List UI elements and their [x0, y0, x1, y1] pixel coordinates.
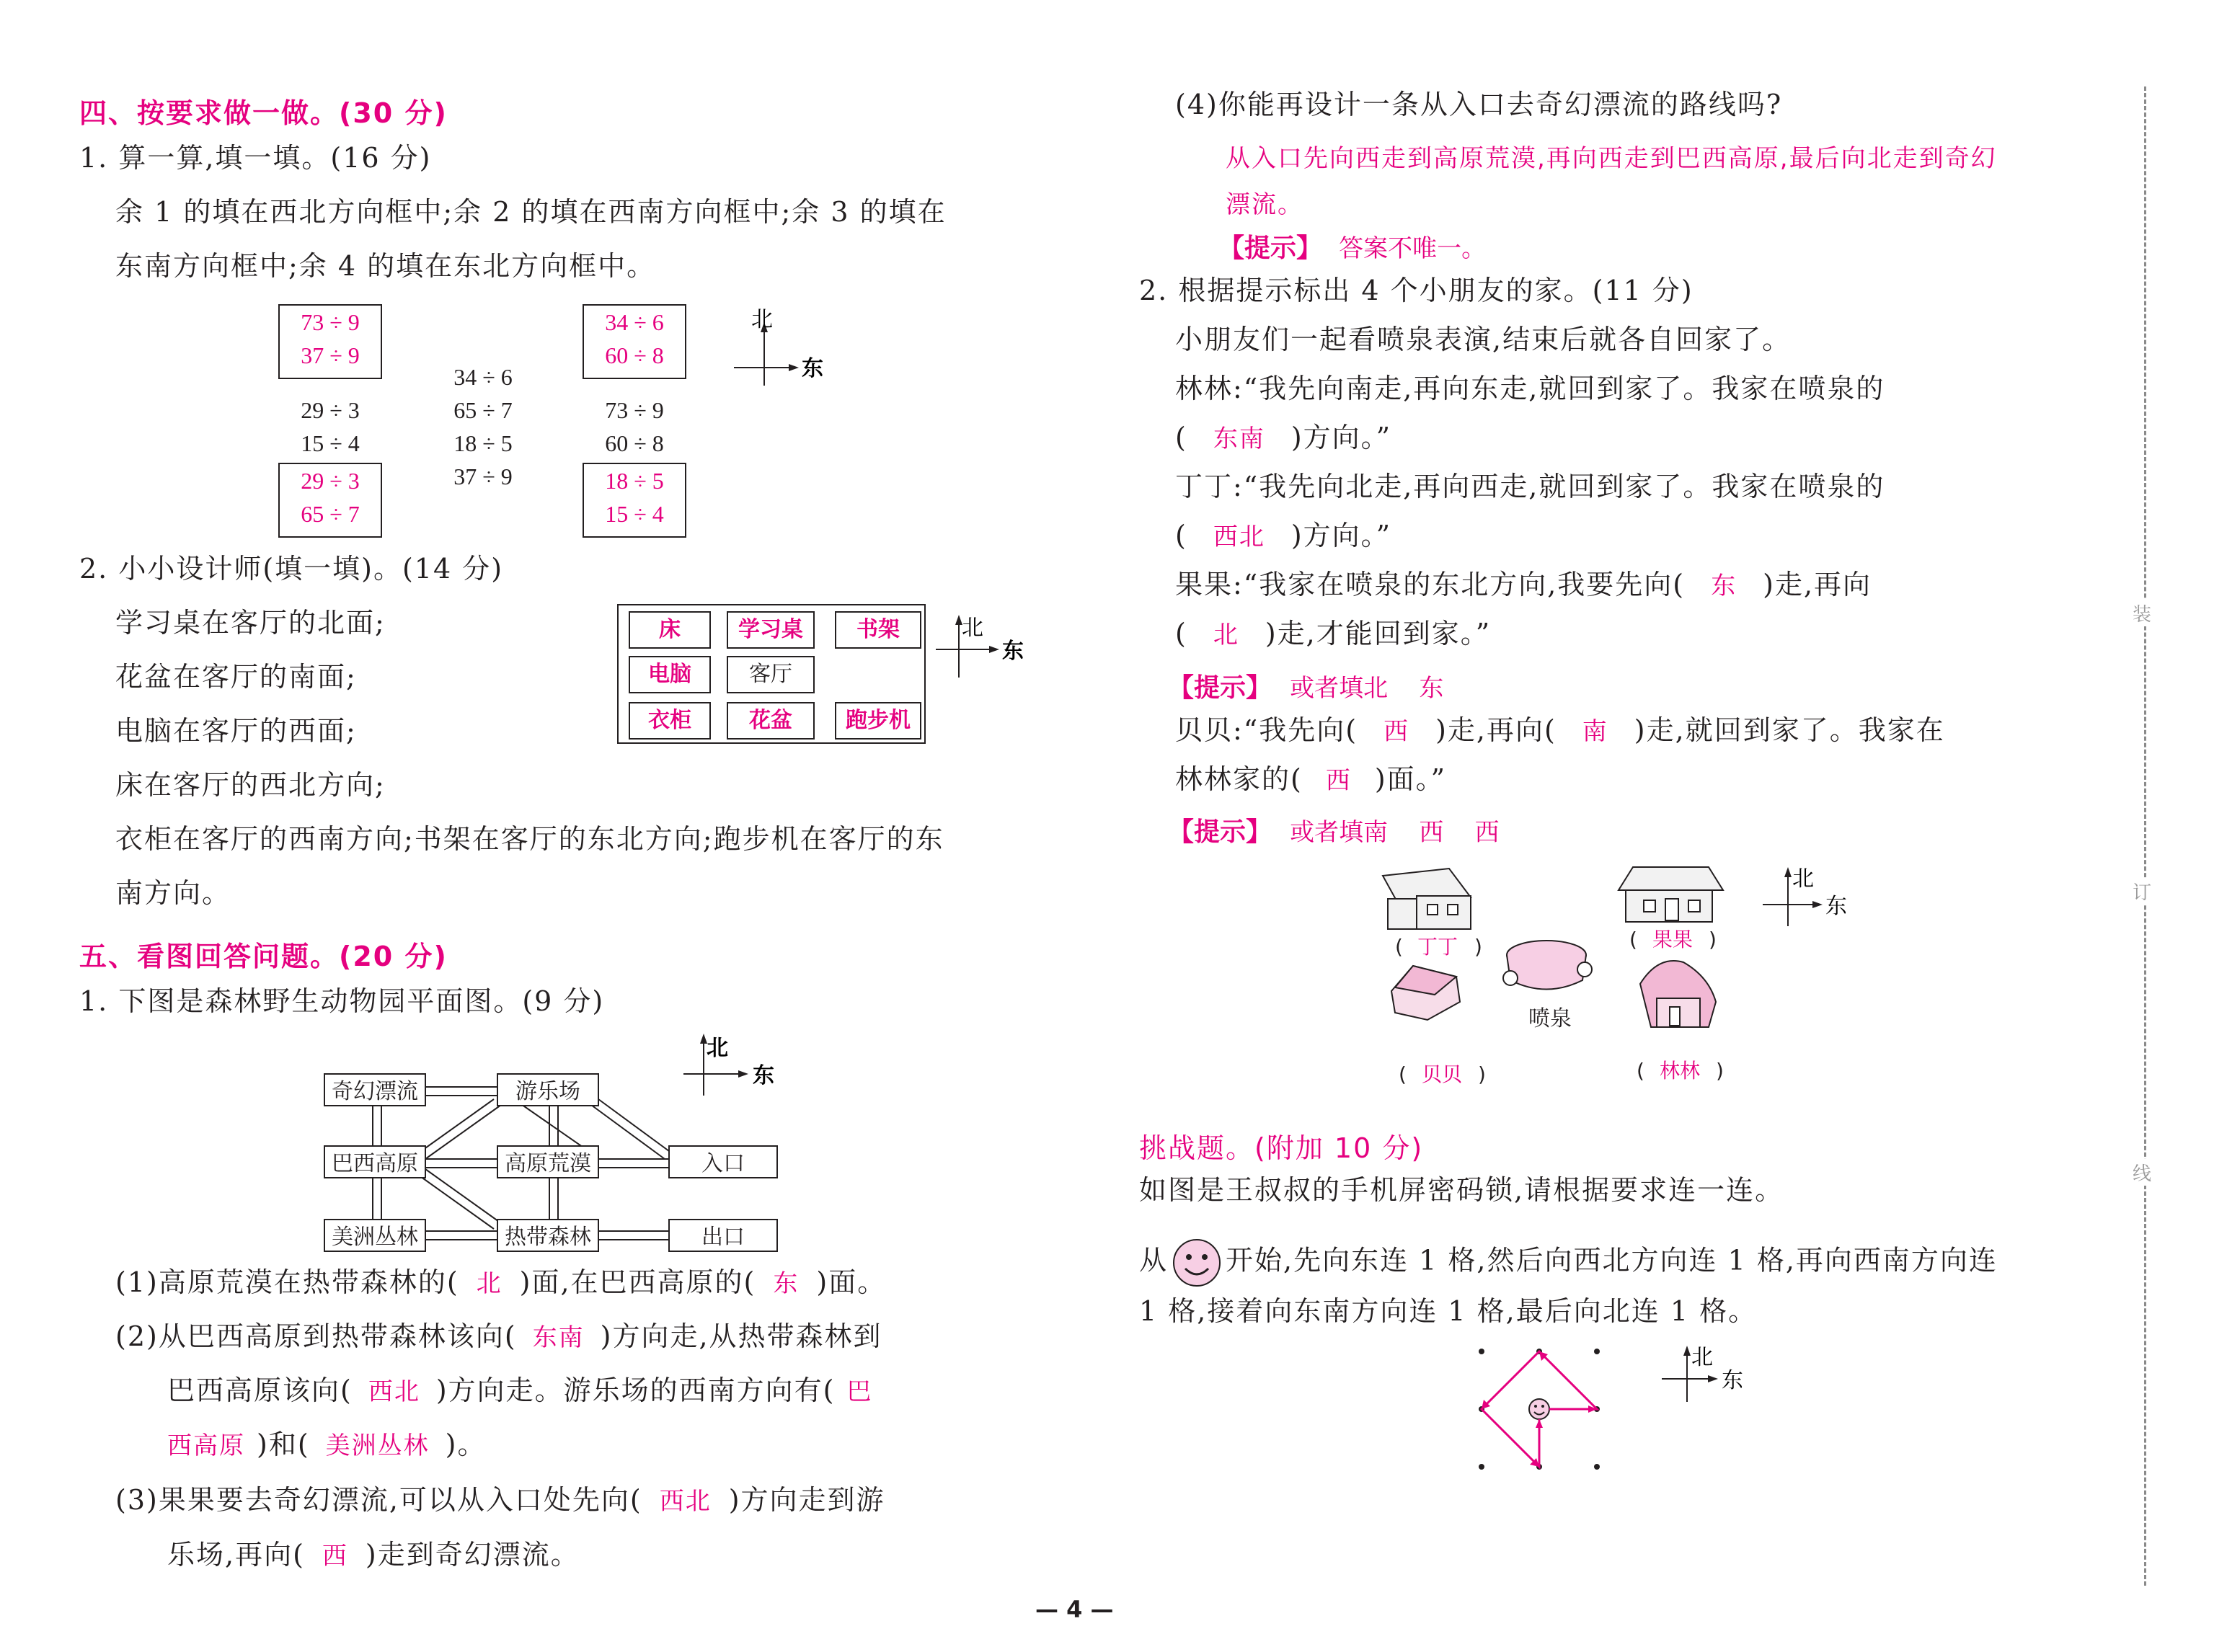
- text: 开始,先向东连 1 格,然后向西北方向连 1 格,再向西南方向连: [1226, 1244, 1998, 1276]
- sw-expr-2: 65 ÷ 7: [301, 501, 360, 527]
- q5-guoguo-2: [1175, 620, 1491, 647]
- hint-label: 【提示】: [1168, 673, 1272, 703]
- binding-line: [2144, 86, 2146, 1586]
- answer: 东: [1711, 572, 1737, 600]
- zoo-map: [317, 1031, 807, 1254]
- q5-intro: 小朋友们一起看喷泉表演,结束后就各自回家了。: [1175, 324, 1792, 355]
- answer: 东南: [532, 1323, 585, 1352]
- house-icon: [1391, 966, 1460, 1020]
- compass-north-label: 北: [1691, 1345, 1713, 1370]
- text: 林林家的(: [1175, 763, 1303, 795]
- compass-icon: [1662, 1345, 1743, 1402]
- southeast-box: [583, 463, 686, 538]
- answer: 南: [1582, 717, 1608, 746]
- compass-icon: [683, 1034, 774, 1096]
- room-computer: 电脑: [629, 656, 711, 693]
- q2-line-3: 电脑在客厅的西面;: [115, 715, 357, 747]
- compass-east-label: 东: [1722, 1368, 1743, 1393]
- text: 乐场,再向(: [167, 1539, 305, 1571]
- room-flowerpot: 花盆: [727, 702, 815, 740]
- southwest-box: [278, 463, 382, 538]
- house-icon: [1640, 961, 1716, 1027]
- text: )和(: [257, 1429, 310, 1460]
- smiley-icon: [1171, 1237, 1223, 1289]
- svg-text:(: (: [1629, 928, 1637, 951]
- nw-expr-1: 73 ÷ 9: [301, 309, 360, 335]
- hint-text: 答案不唯一。: [1339, 234, 1487, 263]
- expr: 73 ÷ 9: [605, 397, 664, 423]
- compass-east-label: 东: [1002, 639, 1024, 664]
- hint-text: 或者填北 东: [1290, 674, 1444, 703]
- se-expr-1: 18 ÷ 5: [605, 468, 664, 494]
- answer: 北: [476, 1269, 502, 1298]
- room-bookshelf: 书架: [835, 611, 921, 649]
- q4-answer-2: 漂流。: [1226, 190, 1303, 219]
- room-bed: 床: [629, 611, 711, 649]
- q5-guoguo-1: [1175, 571, 1872, 598]
- compass-east-label: 东: [802, 356, 823, 381]
- text: )方向走到游: [728, 1484, 885, 1516]
- text: (3)果果要去奇幻漂流,可以从入口处先向(: [115, 1484, 642, 1516]
- hint-label: 【提示】: [1168, 817, 1272, 847]
- house-icon: [1383, 869, 1471, 929]
- text: )面。”: [1374, 763, 1447, 795]
- answer: 西: [1325, 766, 1352, 795]
- room-wardrobe: 衣柜: [629, 702, 711, 740]
- answer: 西北: [368, 1377, 420, 1406]
- text: )面。: [816, 1266, 887, 1298]
- answer: 西: [322, 1542, 348, 1571]
- q3-part-2-line-1: [115, 1320, 882, 1352]
- ne-expr-1: 34 ÷ 6: [605, 309, 664, 335]
- q5-beibei-2: [1175, 765, 1446, 793]
- q2-line-2: 花盆在客厅的南面;: [115, 661, 357, 693]
- compass-north-label: 北: [1792, 866, 1814, 892]
- svg-text:(: (: [1637, 1059, 1644, 1083]
- map-label-playground: 游乐场: [515, 1079, 580, 1104]
- q3-part-2-line-3: [167, 1431, 486, 1458]
- q1-instruction-2: 东南方向框中;余 4 的填在东北方向框中。: [115, 250, 656, 282]
- compass-icon: [930, 609, 1038, 688]
- challenge-title: 挑战题。(附加 10 分): [1139, 1132, 1424, 1164]
- smiley-icon: [1529, 1399, 1549, 1419]
- compass-north-label: 北: [751, 307, 773, 332]
- map-label-brazil: 巴西高原: [332, 1151, 418, 1176]
- center-expressions: [431, 360, 535, 493]
- text: (1)高原荒漠在热带森林的(: [115, 1266, 459, 1298]
- q2-line-6: 南方向。: [115, 877, 231, 909]
- q3-part-3-line-2: [167, 1539, 580, 1571]
- challenge-line-1: 如图是王叔叔的手机屏密码锁,请根据要求连一连。: [1139, 1174, 1784, 1206]
- room-desk: 学习桌: [727, 611, 815, 649]
- northeast-box: [583, 304, 686, 379]
- label-dingding: 丁丁: [1417, 935, 1458, 959]
- label-beibei: 贝贝: [1422, 1062, 1463, 1086]
- section-4-title: 四、按要求做一做。(30 分): [79, 97, 448, 129]
- q1-instruction-1: 余 1 的填在西北方向框中;余 2 的填在西南方向框中;余 3 的填在: [115, 196, 947, 228]
- challenge-line-2: [1139, 1237, 1998, 1289]
- compass-north-label: 北: [707, 1036, 728, 1061]
- q2-line-5: 衣柜在客厅的西南方向;书架在客厅的东北方向;跑步机在客厅的东: [115, 823, 944, 855]
- svg-text:): ): [1478, 1062, 1486, 1086]
- q5-linlin-1: 林林:“我先向南走,再向东走,就回到家了。我家在喷泉的: [1175, 373, 1885, 404]
- text: (: [1175, 618, 1187, 649]
- text: )方向走,从热带森林到: [600, 1320, 882, 1352]
- text: (: [1175, 422, 1187, 453]
- q4-question: (4)你能再设计一条从入口去奇幻漂流的路线吗?: [1175, 89, 1783, 120]
- expr: 37 ÷ 9: [453, 463, 513, 489]
- se-expr-2: 15 ÷ 4: [605, 501, 664, 527]
- text: 贝贝:“我先向(: [1175, 714, 1358, 746]
- expr: 34 ÷ 6: [453, 364, 513, 390]
- challenge-line-3: 1 格,接着向东南方向连 1 格,最后向北连 1 格。: [1139, 1295, 1758, 1327]
- svg-text:(: (: [1395, 935, 1403, 959]
- svg-text:): ): [1474, 935, 1482, 959]
- map-label-entrance: 入口: [701, 1151, 745, 1176]
- text: 巴西高原该向(: [167, 1375, 353, 1406]
- answer: 北: [1213, 621, 1239, 649]
- text: )走到奇幻漂流。: [365, 1539, 580, 1571]
- fountain-icon: [1503, 941, 1592, 990]
- q4-answer-1: 从入口先向西走到高原荒漠,再向西走到巴西高原,最后向北走到奇幻: [1226, 144, 1997, 173]
- room-treadmill: 跑步机: [835, 702, 921, 740]
- q3-part-1: [115, 1266, 887, 1298]
- q3-title: 1. 下图是森林野生动物园平面图。(9 分): [79, 985, 605, 1017]
- binding-label: 装: [2133, 600, 2151, 626]
- q3-part-2-line-2: [167, 1377, 872, 1404]
- page-number: — 4 —: [1035, 1596, 1114, 1623]
- pattern-lock: [1456, 1337, 1759, 1481]
- answer: 东南: [1213, 425, 1265, 453]
- compass-east-label: 东: [753, 1063, 774, 1088]
- houses-scene: [1355, 854, 1903, 1099]
- svg-text:(: (: [1399, 1062, 1407, 1086]
- text: )走,再向(: [1435, 714, 1557, 746]
- answer: 西北: [1213, 523, 1265, 551]
- svg-text:): ): [1716, 1059, 1724, 1083]
- answer: 东: [773, 1269, 800, 1298]
- binding-label: 线: [2133, 1159, 2151, 1186]
- map-label-americas: 美洲丛林: [332, 1225, 418, 1250]
- label-guoguo: 果果: [1652, 928, 1694, 951]
- q5-linlin-2: [1175, 424, 1391, 451]
- ne-expr-2: 60 ÷ 8: [605, 342, 664, 368]
- answer: 巴: [846, 1377, 873, 1406]
- text: )方向。”: [1290, 422, 1392, 453]
- text: )。: [445, 1429, 487, 1460]
- answer: 美洲丛林: [325, 1431, 430, 1460]
- q2-line-1: 学习桌在客厅的北面;: [115, 607, 386, 639]
- nw-expr-2: 37 ÷ 9: [301, 342, 360, 368]
- text: 从: [1139, 1244, 1169, 1276]
- section-5-title: 五、看图回答问题。(20 分): [79, 941, 448, 972]
- expr: 18 ÷ 5: [453, 430, 513, 456]
- text: )方向。”: [1290, 520, 1392, 551]
- compass-icon: [1763, 866, 1847, 926]
- q5-title: 2. 根据提示标出 4 个小朋友的家。(11 分): [1139, 275, 1694, 306]
- q5-hint-2: [1168, 812, 1500, 848]
- text: )走,再向: [1763, 569, 1872, 600]
- compass-icon: [721, 306, 851, 393]
- q3-part-3-line-1: [115, 1486, 885, 1514]
- q4-hint: [1218, 228, 1486, 265]
- map-label-drifting: 奇幻漂流: [332, 1079, 418, 1104]
- text: )面,在巴西高原的(: [519, 1266, 756, 1298]
- map-label-tropical: 热带森林: [505, 1225, 591, 1250]
- expr: 60 ÷ 8: [605, 430, 664, 456]
- q2-line-4: 床在客厅的西北方向;: [115, 769, 386, 801]
- answer: 西北: [659, 1487, 712, 1516]
- answer: 西: [1383, 717, 1410, 746]
- northwest-box: [278, 304, 382, 379]
- text: )走,就回到家了。我家在: [1634, 714, 1945, 746]
- expr: 29 ÷ 3: [301, 397, 360, 423]
- q1-title: 1. 算一算,填一填。(16 分): [79, 142, 432, 174]
- room-living: 客厅: [727, 656, 815, 693]
- q5-dingding-2: [1175, 522, 1391, 549]
- q5-hint-1: [1168, 667, 1443, 704]
- house-icon: [1619, 867, 1723, 922]
- expr: 65 ÷ 7: [453, 397, 513, 423]
- text: (2)从巴西高原到热带森林该向(: [115, 1320, 517, 1352]
- q5-dingding-1: 丁丁:“我先向北走,再向西走,就回到家了。我家在喷泉的: [1175, 471, 1885, 502]
- hint-label: 【提示】: [1218, 234, 1323, 263]
- expr: 15 ÷ 4: [301, 430, 360, 456]
- label-linlin: 林林: [1660, 1059, 1701, 1083]
- text: )方向走。游乐场的西南方向有(: [435, 1375, 836, 1406]
- text: )走,才能回到家。”: [1265, 618, 1492, 649]
- q2-title: 2. 小小设计师(填一填)。(14 分): [79, 553, 504, 585]
- svg-text:): ): [1709, 928, 1717, 951]
- text: (: [1175, 520, 1187, 551]
- west-expressions: [278, 394, 382, 460]
- compass-north-label: 北: [962, 616, 983, 641]
- binding-label: 订: [2133, 878, 2151, 905]
- east-expressions: [583, 394, 686, 460]
- hint-text: 或者填南 西 西: [1290, 818, 1500, 847]
- map-label-exit: 出口: [701, 1225, 745, 1250]
- label-fountain: 喷泉: [1528, 1006, 1572, 1031]
- map-label-desert: 高原荒漠: [505, 1151, 591, 1176]
- q5-beibei-1: [1175, 716, 1945, 744]
- sw-expr-1: 29 ÷ 3: [301, 468, 360, 494]
- answer: 西高原: [167, 1431, 245, 1460]
- text: 果果:“我家在喷泉的东北方向,我要先向(: [1175, 569, 1686, 600]
- compass-east-label: 东: [1825, 894, 1847, 919]
